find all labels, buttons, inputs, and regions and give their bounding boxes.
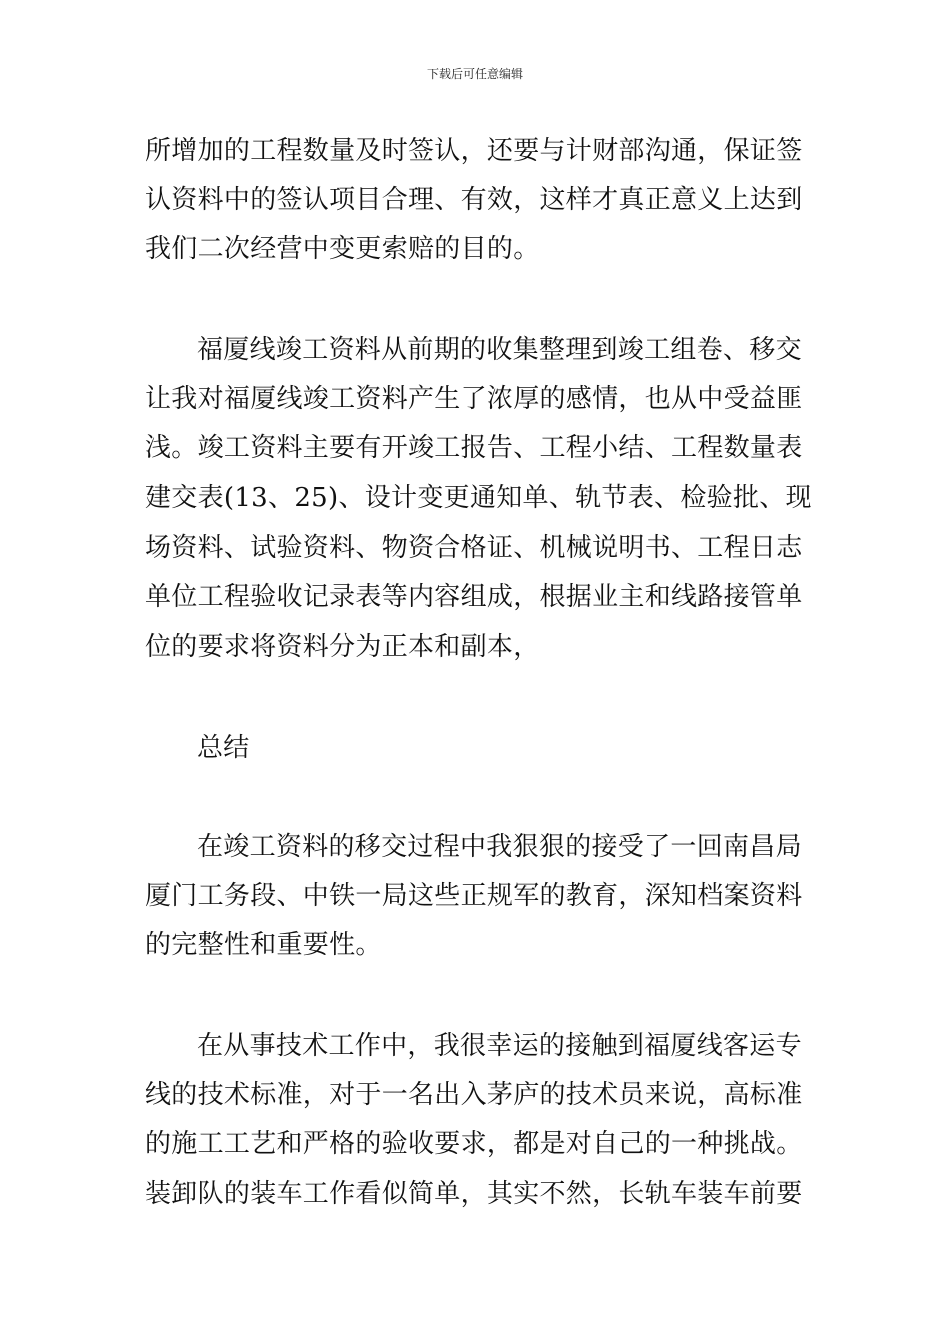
paragraph-5-line-4: 装卸队的装车工作看似简单，其实不然，长轨车装车前要 [145,1179,803,1209]
paragraph-2-line-7: 位的要求将资料分为正本和副本， [145,632,540,662]
paragraph-2-line-3: 浅。竣工资料主要有开竣工报告、工程小结、工程数量表 [145,433,803,463]
paragraph-5-line-2: 线的技术标准，对于一名出入茅庐的技术员来说，高标准 [145,1080,803,1110]
section-heading: 总结 [197,733,250,763]
paragraph-4-line-1: 在竣工资料的移交过程中我狠狠的接受了一回南昌局 [197,832,802,862]
paragraph-2-line-5: 场资料、试验资料、物资合格证、机械说明书、工程日志 [145,533,803,563]
paragraph-2-line-2: 让我对福厦线竣工资料产生了浓厚的感情，也从中受益匪 [145,384,803,414]
paragraph-5-line-3: 的施工工艺和严格的验收要求，都是对自己的一种挑战。 [145,1129,803,1159]
paragraph-1-line-2: 认资料中的签认项目合理、有效，这样才真正意义上达到 [145,185,803,215]
paragraph-1-line-3: 我们二次经营中变更索赔的目的。 [145,234,540,264]
paragraph-1-line-1: 所增加的工程数量及时签认，还要与计财部沟通，保证签 [145,136,803,166]
paragraph-2-line-4: 建交表(13、25)、设计变更通知单、轨节表、检验批、现 [145,483,812,513]
paragraph-2-line-6: 单位工程验收记录表等内容组成，根据业主和线路接管单 [145,582,803,612]
page-header: 下载后可任意编辑 [426,67,523,81]
paragraph-2-line-1: 福厦线竣工资料从前期的收集整理到竣工组卷、移交 [197,335,802,365]
paragraph-4-line-2: 厦门工务段、中铁一局这些正规军的教育，深知档案资料 [145,881,803,911]
paragraph-4-line-3: 的完整性和重要性。 [145,930,382,960]
paragraph-5-line-1: 在从事技术工作中，我很幸运的接触到福厦线客运专 [197,1031,802,1061]
